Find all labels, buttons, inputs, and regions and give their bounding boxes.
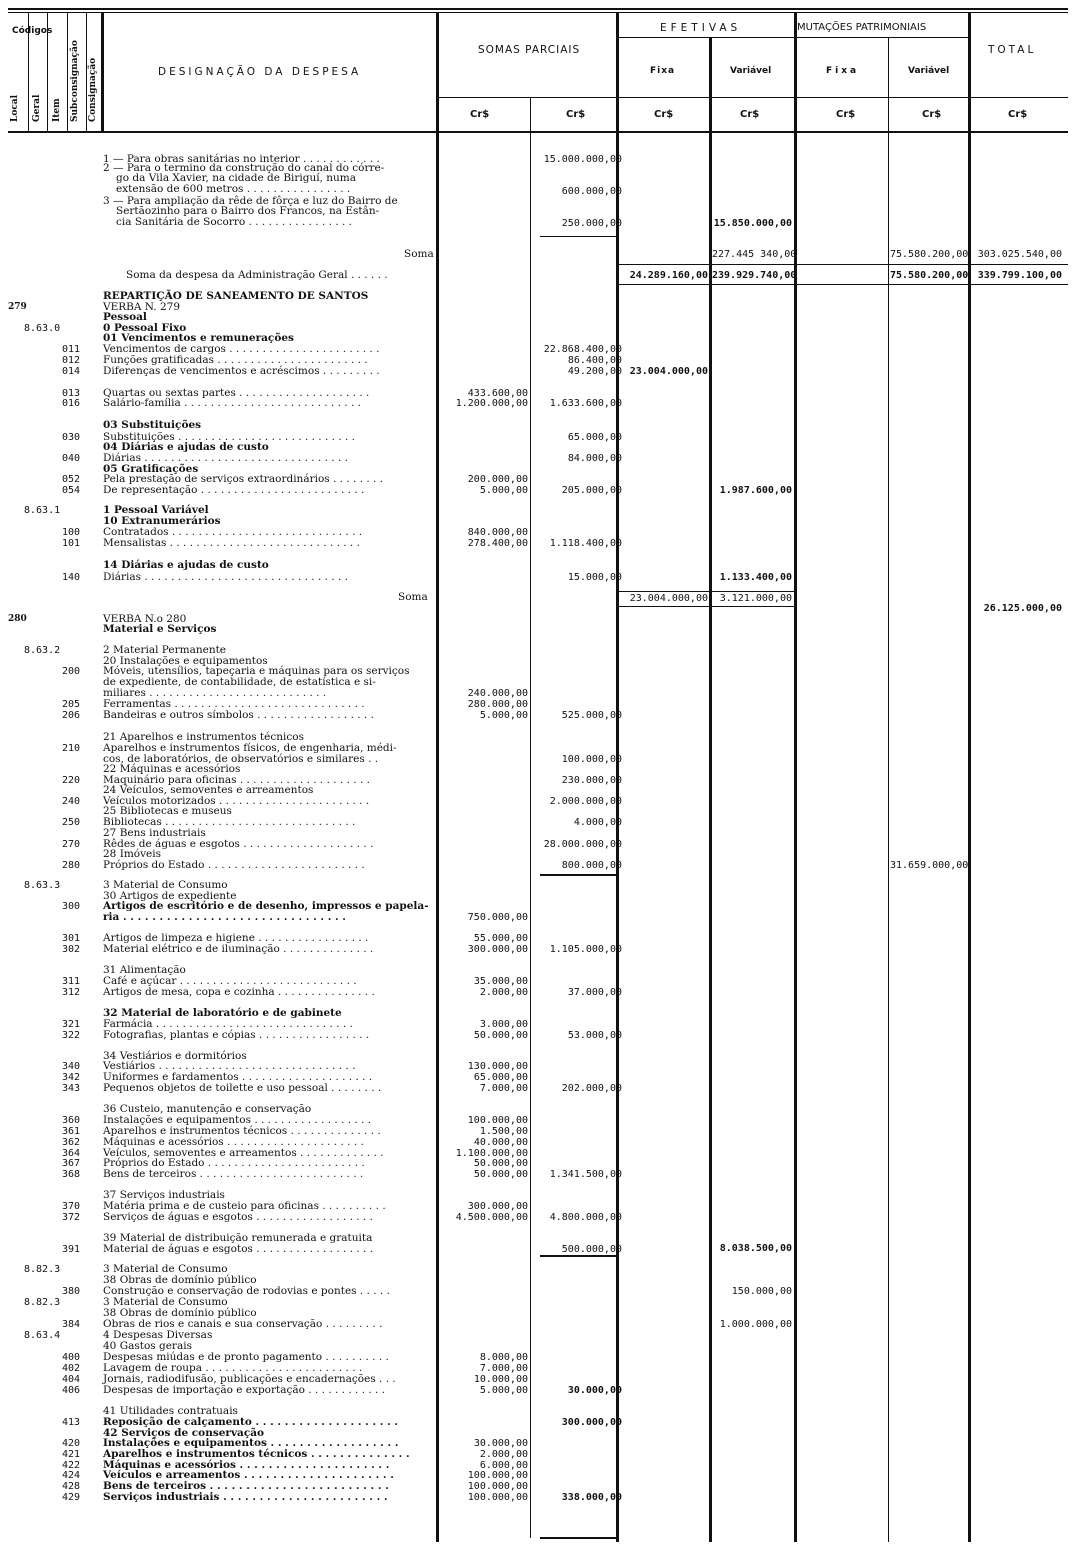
item-p1: 5.000,00: [479, 710, 528, 721]
item-desc: Ferramentas . . . . . . . . . . . . . . . . . . . . . . . . . . . . .: [103, 698, 365, 710]
item-desc: 39 Material de distribuição remunerada e gratuita: [103, 1232, 373, 1244]
item-p2: 28.000.000,00: [543, 839, 622, 850]
item-p1: 6.000,00: [479, 1460, 528, 1471]
soma2-var: 3.121.000,00: [719, 593, 792, 604]
item-desc: Serviços de águas e esgotos . . . . . . . . . . . . . . . . . .: [103, 1211, 373, 1223]
item-var: 1.133.400,00: [719, 572, 792, 583]
item-p2: 1.118.400,00: [549, 538, 622, 549]
item-desc: Bandeiras e outros símbolos . . . . . . . . . . . . . . . . . .: [103, 709, 374, 721]
row-desc: 2 — Para o termino da construção do canal do córre-: [103, 162, 385, 174]
item-p2: 525.000,00: [561, 710, 622, 721]
row-desc: cia Sanitária de Socorro . . . . . . . . . . . . . . . .: [116, 216, 353, 228]
item-code: 384: [62, 1319, 81, 1330]
soma2-total: 26.125.000,00: [983, 603, 1062, 614]
item-code: 8.82.3: [24, 1264, 61, 1275]
item-code: 361: [62, 1126, 81, 1137]
pessoal-label: Pessoal: [103, 311, 147, 323]
item-desc: 10 Extranumerários: [103, 515, 221, 527]
item-desc: Artigos de mesa, copa e cozinha . . . . . . . . . . . . . . .: [103, 986, 375, 998]
item-p2: 1.341.500,00: [549, 1169, 622, 1180]
item-p1: 7.000,00: [479, 1083, 528, 1094]
soma2-label: Soma: [398, 591, 428, 603]
cr-divider: [438, 97, 1068, 98]
block3-rule: [540, 1255, 616, 1257]
codigos-label: Códigos: [12, 26, 53, 36]
col-line-subcons: [86, 12, 87, 132]
item-desc: 2 Material Permanente: [103, 644, 227, 656]
currency-mvar: Cr$: [922, 109, 942, 120]
item-code: 413: [62, 1417, 81, 1428]
item-p1: 50.000,00: [473, 1169, 528, 1180]
item-desc: Veículos motorizados . . . . . . . . . . . . . . . . . . . . . . .: [103, 795, 370, 807]
item-p1: 433.600,00: [467, 388, 528, 399]
item-p1: 130.000,00: [467, 1061, 528, 1072]
soma1-label: Soma: [404, 248, 434, 260]
item-desc: Aparelhos e instrumentos técnicos . . . . . . . . . . . . . .: [103, 1125, 381, 1137]
mutacoes-header: MUTAÇÕES PATRIMONIAIS: [797, 22, 927, 33]
item-desc: 3 Material de Consumo: [103, 1296, 228, 1308]
soma-geral-fixa: 24.289.160,00: [629, 270, 708, 281]
row-desc: Sertãozinho para o Bairro dos Francos, na Estân-: [116, 205, 380, 217]
item-code: 200: [62, 666, 81, 677]
item-desc: Diferenças de vencimentos e acréscimos . . . . . . . . .: [103, 365, 380, 377]
item-code: 402: [62, 1363, 81, 1374]
item-desc: Jornais, radiodifusão, publicações e encadernações . . .: [103, 1373, 396, 1385]
currency-var: Cr$: [740, 109, 760, 120]
item-p1: 300.000,00: [467, 1201, 528, 1212]
item-desc: ria . . . . . . . . . . . . . . . . . . . . . . . . . . . . . . .: [103, 911, 346, 923]
item-p1: 30.000,00: [473, 1438, 528, 1449]
item-desc: Farmácia . . . . . . . . . . . . . . . . . . . . . . . . . . . . . .: [103, 1018, 353, 1030]
row-p2: 250.000,00: [561, 218, 622, 229]
item-desc: Aparelhos e instrumentos físicos, de engenharia, médi-: [103, 742, 397, 754]
item-desc: Obras de rios e canais e sua conservação . . . . . . . . .: [103, 1318, 383, 1330]
item-code: 052: [62, 474, 81, 485]
item-desc: 32 Material de laboratório e de gabinete: [103, 1007, 342, 1019]
item-code: 011: [62, 344, 81, 355]
item-desc: Reposição de calçamento . . . . . . . . . . . . . . . . . . . .: [103, 1416, 399, 1428]
item-p2: 338.000,00: [561, 1492, 622, 1503]
item-desc: 3 Material de Consumo: [103, 1263, 228, 1275]
item-code: 400: [62, 1352, 81, 1363]
item-p1: 200.000,00: [467, 474, 528, 485]
item-p1: 280.000,00: [467, 699, 528, 710]
item-desc: Salário-família . . . . . . . . . . . . . . . . . . . . . . . . . . .: [103, 397, 361, 409]
item-desc: Construção e conservação de rodovias e pontes . . . . .: [103, 1285, 390, 1297]
variavel-header: Variável: [730, 66, 772, 76]
item-desc: 22 Máquinas e acessórios: [103, 763, 241, 775]
bottom-rule: [540, 1537, 616, 1539]
row-desc: 1 — Para obras sanitárias no interior . . . . . . . . . . . .: [103, 153, 380, 165]
fixa-header: Fixa: [650, 66, 676, 76]
item-p1: 1.200.000,00: [455, 398, 528, 409]
item-code: 8.63.3: [24, 880, 61, 891]
item-desc: Instalações e equipamentos . . . . . . . . . . . . . . . . . .: [103, 1114, 372, 1126]
item-code: 014: [62, 366, 81, 377]
item-p1: 840.000,00: [467, 527, 528, 538]
item-code: 340: [62, 1061, 81, 1072]
soma-geral-mvar: 75.580.200,00: [890, 270, 969, 281]
item-desc: 20 Instalações e equipamentos: [103, 655, 268, 667]
efetivas-divider: [616, 37, 968, 38]
item-desc: Veículos, semoventes e arreamentos . . . . . . . . . . . . .: [103, 1147, 384, 1159]
col-line-fixa: [709, 37, 712, 1542]
col-line-cons: [101, 12, 104, 132]
item-code: 012: [62, 355, 81, 366]
item-p2: 2.000.000,00: [549, 796, 622, 807]
item-desc: Contratados . . . . . . . . . . . . . . . . . . . . . . . . . . . . .: [103, 526, 363, 538]
item-code: 300: [62, 901, 81, 912]
item-desc: 38 Obras de domínio público: [103, 1307, 257, 1319]
row-desc: extensão de 600 metros . . . . . . . . . . . . . . . .: [116, 183, 351, 195]
item-p2: 30.000,00: [567, 1385, 622, 1396]
item-p2: 1.633.600,00: [549, 398, 622, 409]
item-p1: 65.000,00: [473, 1072, 528, 1083]
item-p2: 49.200,00: [567, 366, 622, 377]
item-code: 8.63.0: [24, 323, 61, 334]
item-code: 8.63.4: [24, 1330, 61, 1341]
item-p2: 22.868.400,00: [543, 344, 622, 355]
item-p1: 2.000,00: [479, 987, 528, 998]
item-p2: 65.000,00: [567, 432, 622, 443]
item-var: 150.000,00: [731, 1286, 792, 1297]
verba-280: VERBA N.o 280: [103, 613, 187, 625]
item-code: 016: [62, 398, 81, 409]
vert-local: Local: [10, 94, 20, 122]
item-desc: 28 Imóveis: [103, 848, 162, 860]
item-code: 8.82.3: [24, 1297, 61, 1308]
item-code: 380: [62, 1286, 81, 1297]
item-code: 250: [62, 817, 81, 828]
item-p2: 4.800.000,00: [549, 1212, 622, 1223]
item-desc: Matéria prima e de custeio para oficinas . . . . . . . . . .: [103, 1200, 386, 1212]
col-line-p1: [530, 98, 531, 1538]
item-desc: 27 Bens industriais: [103, 827, 206, 839]
item-code: 270: [62, 839, 81, 850]
item-desc: 03 Substituições: [103, 419, 202, 431]
soma1-var: 227.445 340,00: [712, 249, 797, 260]
item-p1: 8.000,00: [479, 1352, 528, 1363]
item-desc: Lavagem de roupa . . . . . . . . . . . . . . . . . . . . . . . .: [103, 1362, 363, 1374]
item-desc: 05 Gratificações: [103, 463, 199, 475]
col-line-item: [67, 12, 68, 132]
item-code: 343: [62, 1083, 81, 1094]
item-desc: Despesas miúdas e de pronto pagamento . . . . . . . . . .: [103, 1351, 389, 1363]
top-rule: [8, 8, 1068, 10]
item-code: 360: [62, 1115, 81, 1126]
mvariavel-header: Variável: [908, 66, 950, 76]
item-p2: 100.000,00: [561, 754, 622, 765]
item-desc: Mensalistas . . . . . . . . . . . . . . . . . . . . . . . . . . . . .: [103, 537, 360, 549]
item-desc: 01 Vencimentos e remunerações: [103, 332, 294, 344]
item-desc: Substituições . . . . . . . . . . . . . . . . . . . . . . . . . . .: [103, 431, 356, 443]
item-p1: 278.400,00: [467, 538, 528, 549]
item-desc: 41 Utilidades contratuais: [103, 1405, 238, 1417]
item-desc: Rêdes de águas e esgotos . . . . . . . . . . . . . . . . . . . .: [103, 838, 374, 850]
item-code: 301: [62, 933, 81, 944]
item-desc: Próprios do Estado . . . . . . . . . . . . . . . . . . . . . . . .: [103, 1157, 365, 1169]
item-desc: Vestiários . . . . . . . . . . . . . . . . . . . . . . . . . . . . . .: [103, 1060, 356, 1072]
verba-280-code: 280: [8, 614, 27, 624]
item-desc: 31 Alimentação: [103, 964, 186, 976]
item-code: 428: [62, 1481, 81, 1492]
item-p1: 5.000,00: [479, 485, 528, 496]
item-p2: 15.000,00: [567, 572, 622, 583]
item-desc: 34 Vestiários e dormitórios: [103, 1050, 247, 1062]
item-p2: 205.000,00: [561, 485, 622, 496]
item-desc: Instalações e equipamentos . . . . . . . . . . . . . . . . . .: [103, 1437, 399, 1449]
item-code: 302: [62, 944, 81, 955]
item-code: 206: [62, 710, 81, 721]
item-p1: 35.000,00: [473, 976, 528, 987]
header-bottom-rule: [8, 131, 1068, 133]
item-desc: 04 Diárias e ajudas de custo: [103, 441, 269, 453]
item-code: 030: [62, 432, 81, 443]
soma1-mvar: 75.580.200,00: [890, 249, 969, 260]
efetivas-header: EFETIVAS: [660, 22, 742, 34]
item-desc: Aparelhos e instrumentos técnicos . . . . . . . . . . . . . .: [103, 1448, 410, 1460]
item-desc: Maquinário para oficinas . . . . . . . . . . . . . . . . . . . .: [103, 774, 370, 786]
item-p1: 10.000,00: [473, 1374, 528, 1385]
soma2-fixa: 23.004.000,00: [629, 593, 708, 604]
item-desc: Serviços industriais . . . . . . . . . . . . . . . . . . . . . . .: [103, 1491, 388, 1503]
material-label: Material e Serviços: [103, 623, 217, 635]
item-p2: 1.105.000,00: [549, 944, 622, 955]
col-line-mfixa: [888, 37, 889, 1542]
soma2-rule: [616, 606, 794, 607]
item-p1: 300.000,00: [467, 944, 528, 955]
item-code: 280: [62, 860, 81, 871]
item-p1: 55.000,00: [473, 933, 528, 944]
item-desc: De representação . . . . . . . . . . . . . . . . . . . . . . . . .: [103, 484, 365, 496]
item-desc: 3 Material de Consumo: [103, 879, 228, 891]
item-desc: Pequenos objetos de toilette e uso pessoal . . . . . . . .: [103, 1082, 382, 1094]
item-desc: 30 Artigos de expediente: [103, 890, 237, 902]
item-p2: 84.000,00: [567, 453, 622, 464]
item-code: 342: [62, 1072, 81, 1083]
item-code: 205: [62, 699, 81, 710]
item-desc: 42 Serviços de conservação: [103, 1427, 265, 1439]
item-p2: 300.000,00: [561, 1417, 622, 1428]
block2-rule: [540, 874, 616, 876]
row-var: 15.850.000,00: [713, 218, 792, 229]
vert-consignacao: Consignação: [88, 57, 98, 122]
item-p1: 2.000,00: [479, 1449, 528, 1460]
item-code: 421: [62, 1449, 81, 1460]
item-desc: 1 Pessoal Variável: [103, 504, 209, 516]
item-p2: 4.000,00: [573, 817, 622, 828]
item-p2: 53.000,00: [567, 1030, 622, 1041]
soma1-rule: [616, 264, 1068, 265]
item-code: 312: [62, 987, 81, 998]
item-code: 101: [62, 538, 81, 549]
item-p1: 100.000,00: [467, 1115, 528, 1126]
item-p1: 3.000,00: [479, 1019, 528, 1030]
item-desc: Pela prestação de serviços extraordinários . . . . . . . .: [103, 473, 384, 485]
item-code: 362: [62, 1137, 81, 1148]
soma2-top-rule: [616, 591, 794, 592]
item-p1: 50.000,00: [473, 1030, 528, 1041]
item-p2: 86.400,00: [567, 355, 622, 366]
currency-total: Cr$: [1008, 109, 1028, 120]
vert-subconsignacao: Subconsignação: [70, 40, 80, 122]
item-code: 321: [62, 1019, 81, 1030]
currency-p2: Cr$: [566, 109, 586, 120]
item-code: 391: [62, 1244, 81, 1255]
item-code: 210: [62, 743, 81, 754]
item-desc: Material de águas e esgotos . . . . . . . . . . . . . . . . . .: [103, 1243, 374, 1255]
item-code: 013: [62, 388, 81, 399]
item-desc: Máquinas e acessórios . . . . . . . . . . . . . . . . . . . . .: [103, 1459, 390, 1471]
row-desc: 3 — Para ampliação da rêde de fôrça e luz do Bairro de: [103, 195, 398, 207]
item-desc: 40 Gastos gerais: [103, 1340, 192, 1352]
var-8038: 8.038.500,00: [719, 1243, 792, 1254]
item-code: 424: [62, 1470, 81, 1481]
item-desc: Artigos de limpeza e higiene . . . . . . . . . . . . . . . . .: [103, 932, 369, 944]
vert-item: Item: [52, 98, 62, 122]
total-header: TOTAL: [988, 44, 1037, 56]
item-desc: Bens de terceiros . . . . . . . . . . . . . . . . . . . . . . . . .: [103, 1168, 364, 1180]
soma-geral-total: 339.799.100,00: [977, 270, 1062, 281]
soma-geral-var: 239.929.740,00: [712, 270, 797, 281]
item-desc: Móveis, utensílios, tapeçaria e máquinas para os serviços: [103, 665, 410, 677]
item-desc: 14 Diárias e ajudas de custo: [103, 559, 269, 571]
soma1-total: 303.025.540,00: [977, 249, 1062, 260]
soma-geral-rule: [616, 284, 1068, 285]
top-rule-2: [8, 12, 1068, 13]
sum-rule: [540, 236, 616, 237]
item-p1: 100.000,00: [467, 1492, 528, 1503]
item-p1: 1.500,00: [479, 1126, 528, 1137]
item-code: 140: [62, 572, 81, 583]
item-desc: 24 Veículos, semoventes e arreamentos: [103, 784, 314, 796]
row-desc: go da Vila Xavier, na cidade de Biriguí, numa: [116, 172, 357, 184]
item-desc: 0 Pessoal Fixo: [103, 322, 187, 334]
item-code: 364: [62, 1148, 81, 1159]
item-desc: de expediente, de contabilidade, de estatística e si-: [103, 676, 376, 688]
item-code: 322: [62, 1030, 81, 1041]
currency-mfixa: Cr$: [836, 109, 856, 120]
item-desc: 4 Despesas Diversas: [103, 1329, 213, 1341]
currency-p1: Cr$: [470, 109, 490, 120]
item-p1: 100.000,00: [467, 1481, 528, 1492]
item-code: 311: [62, 976, 81, 987]
item-desc: Café e açúcar . . . . . . . . . . . . . . . . . . . . . . . . . . .: [103, 975, 357, 987]
item-code: 368: [62, 1169, 81, 1180]
item-p2: 37.000,00: [567, 987, 622, 998]
somas-parciais-header: SOMAS PARCIAIS: [478, 44, 581, 56]
col-line-mvar: [968, 12, 971, 1542]
item-code: 370: [62, 1201, 81, 1212]
item-desc: 37 Serviços industriais: [103, 1189, 225, 1201]
item-var: 1.000.000,00: [719, 1319, 792, 1330]
item-p2: 202.000,00: [561, 1083, 622, 1094]
currency-fixa: Cr$: [654, 109, 674, 120]
item-desc: Artigos de escritório e de desenho, impressos e papela-: [103, 900, 429, 912]
item-code: 429: [62, 1492, 81, 1503]
item-desc: Funções gratificadas . . . . . . . . . . . . . . . . . . . . . . .: [103, 354, 368, 366]
item-p2: 500.000,00: [561, 1244, 622, 1255]
item-p1: 40.000,00: [473, 1137, 528, 1148]
designacao-header: DESIGNAÇÃO DA DESPESA: [158, 66, 362, 78]
item-p1: 50.000,00: [473, 1158, 528, 1169]
col-line-var: [794, 12, 797, 1542]
item-desc: Máquinas e acessórios . . . . . . . . . . . . . . . . . . . . .: [103, 1136, 364, 1148]
item-desc: 25 Bibliotecas e museus: [103, 805, 232, 817]
item-p1: 100.000,00: [467, 1470, 528, 1481]
item-code: 100: [62, 527, 81, 538]
item-code: 220: [62, 775, 81, 786]
item-desc: Bens de terceiros . . . . . . . . . . . . . . . . . . . . . . . . .: [103, 1480, 389, 1492]
item-desc: Bibliotecas . . . . . . . . . . . . . . . . . . . . . . . . . . . . .: [103, 816, 356, 828]
item-code: 422: [62, 1460, 81, 1471]
item-p1: 5.000,00: [479, 1385, 528, 1396]
item-desc: 36 Custeio, manutenção e conservação: [103, 1103, 312, 1115]
item-code: 372: [62, 1212, 81, 1223]
row-p2: 600.000,00: [561, 186, 622, 197]
item-p2: 230.000,00: [561, 775, 622, 786]
vert-geral: Geral: [32, 94, 42, 122]
item-mvar: 31.659.000,00: [890, 860, 969, 871]
item-desc: Diárias . . . . . . . . . . . . . . . . . . . . . . . . . . . . . . .: [103, 571, 348, 583]
item-p1: 240.000,00: [467, 688, 528, 699]
item-p1: 1.100.000,00: [455, 1148, 528, 1159]
item-code: 240: [62, 796, 81, 807]
item-p2: 800.000,00: [561, 860, 622, 871]
verba-279-code: 279: [8, 302, 27, 312]
item-p1: 4.500.000,00: [455, 1212, 528, 1223]
item-desc: Veículos e arreamentos . . . . . . . . . . . . . . . . . . . . .: [103, 1469, 394, 1481]
item-desc: miliares . . . . . . . . . . . . . . . . . . . . . . . . . . .: [103, 687, 327, 699]
item-code: 054: [62, 485, 81, 496]
item-desc: 21 Aparelhos e instrumentos técnicos: [103, 731, 304, 743]
item-desc: Material elétrico e de iluminação . . . . . . . . . . . . . .: [103, 943, 374, 955]
item-fixa: 23.004.000,00: [629, 366, 708, 377]
item-code: 406: [62, 1385, 81, 1396]
item-desc: Despesas de importação e exportação . . . . . . . . . . . .: [103, 1384, 386, 1396]
item-p1: 750.000,00: [467, 912, 528, 923]
item-desc: Fotografias, plantas e cópias . . . . . . . . . . . . . . . . .: [103, 1029, 370, 1041]
item-desc: Próprios do Estado . . . . . . . . . . . . . . . . . . . . . . . .: [103, 859, 365, 871]
soma-geral-label: Soma da despesa da Administração Geral . . . . . .: [126, 269, 388, 281]
item-desc: Uniformes e fardamentos . . . . . . . . . . . . . . . . . . . .: [103, 1071, 373, 1083]
item-code: 404: [62, 1374, 81, 1385]
repart-title: REPARTIÇÃO DE SANEAMENTO DE SANTOS: [103, 290, 369, 302]
item-desc: Vencimentos de cargos . . . . . . . . . . . . . . . . . . . . . . .: [103, 343, 380, 355]
item-desc: 38 Obras de domínio público: [103, 1274, 257, 1286]
item-desc: Quartas ou sextas partes . . . . . . . . . . . . . . . . . . . .: [103, 387, 370, 399]
row-p2: 15.000.000,00: [543, 154, 622, 165]
col-line-desc: [436, 12, 439, 1542]
item-desc: cos, de laboratórios, de observatórios e similares . .: [103, 753, 379, 765]
mfixa-header: Fixa: [826, 66, 860, 76]
item-code: 367: [62, 1158, 81, 1169]
item-var: 1.987.600,00: [719, 485, 792, 496]
item-code: 8.63.2: [24, 645, 61, 656]
item-p1: 7.000,00: [479, 1363, 528, 1374]
item-desc: Diárias . . . . . . . . . . . . . . . . . . . . . . . . . . . . . . .: [103, 452, 348, 464]
verba-279: VERBA N. 279: [103, 301, 181, 313]
item-code: 420: [62, 1438, 81, 1449]
item-code: 040: [62, 453, 81, 464]
item-code: 8.63.1: [24, 505, 61, 516]
